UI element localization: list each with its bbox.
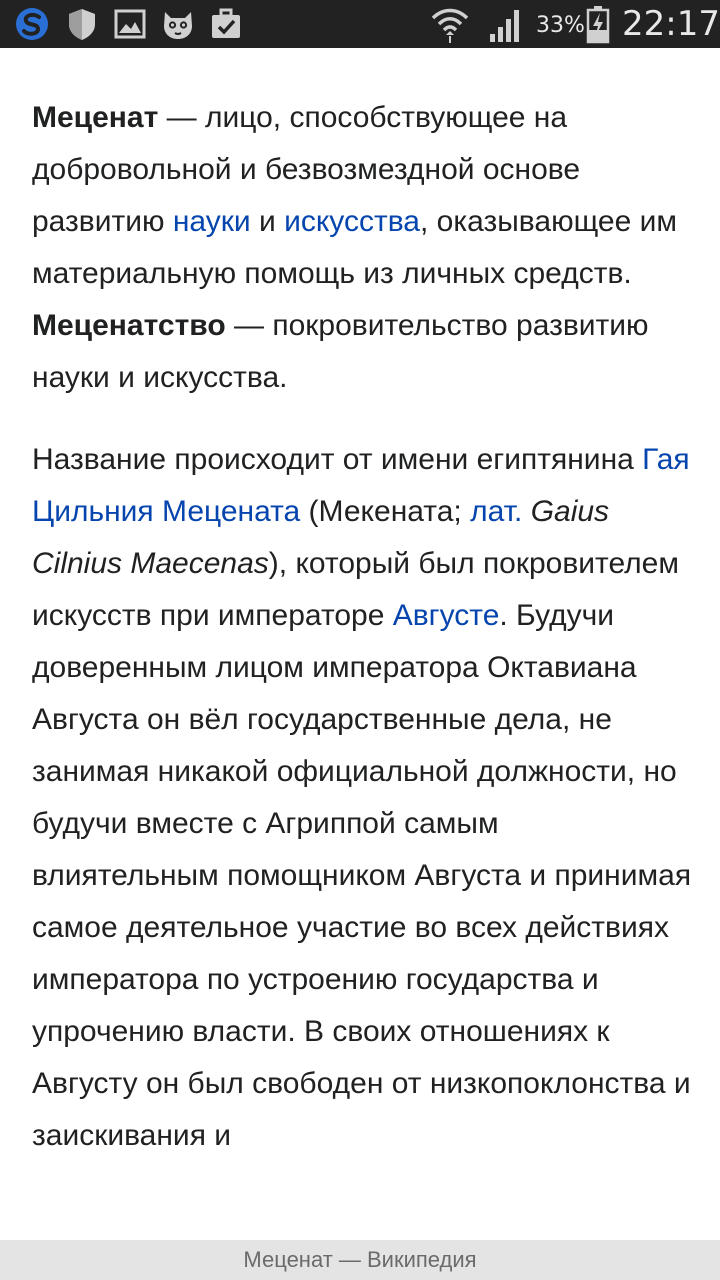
cat-face-icon (160, 6, 196, 42)
definition-paragraph-2 (32, 300, 692, 404)
text-span: и (250, 205, 285, 238)
shield-icon (64, 6, 100, 42)
clock-time: 22:17 (622, 4, 720, 44)
signal-icon (484, 4, 524, 44)
status-bar (0, 0, 720, 48)
text-span: (Мекената; (300, 495, 471, 528)
page-title: Меценат — Википедия (243, 1247, 477, 1272)
text-span: — лицо, способствующее на добровольной и безвозмездной основе развитию (32, 101, 581, 238)
term-mecenat: Меценат (32, 101, 159, 134)
page-title-bar[interactable] (0, 1240, 720, 1280)
battery-charging-icon (586, 4, 610, 44)
link-augustus[interactable]: Августе (392, 599, 500, 632)
etymology-paragraph (32, 434, 692, 1162)
link-latin[interactable]: лат. (470, 495, 523, 528)
gallery-icon (112, 6, 148, 42)
link-art[interactable]: искусства (284, 205, 420, 238)
definition-paragraph (32, 92, 692, 300)
text-span: Название происходит от имени египтянина (32, 443, 643, 476)
swype-s-icon (14, 6, 50, 42)
latin-name: Gaius Cilnius Maecenas (32, 495, 610, 580)
link-gaius-maecenas[interactable]: Гая Цильния Мецената (32, 443, 690, 528)
text-span: , оказывающее им материальную помощь из личных средств. (32, 205, 678, 290)
term-mecenatstvo: Меценатство (32, 309, 226, 342)
battery-percent: 33% (536, 13, 585, 38)
article-body (32, 92, 692, 1162)
text-span: ), который был покровителем искусств при императоре (32, 547, 679, 632)
wifi-icon (430, 4, 470, 44)
briefcase-check-icon (208, 6, 244, 42)
link-science[interactable]: науки (172, 205, 251, 238)
text-span (522, 495, 530, 528)
text-span: — покровительство развитию науки и искусства. (32, 309, 649, 394)
text-span: . Будучи доверенным лицом императора Октавиана Августа он вёл государственные дела, не занимая никакой официальной должности, но будучи вместе с Агриппой самым влиятельным помощником Августа и принимая самое деятельное участие во всех действиях императора по устроению государства и упрочению власти. В своих отношениях к Августу он был свободен от низкопоклонства и заискивания и (32, 599, 692, 1152)
